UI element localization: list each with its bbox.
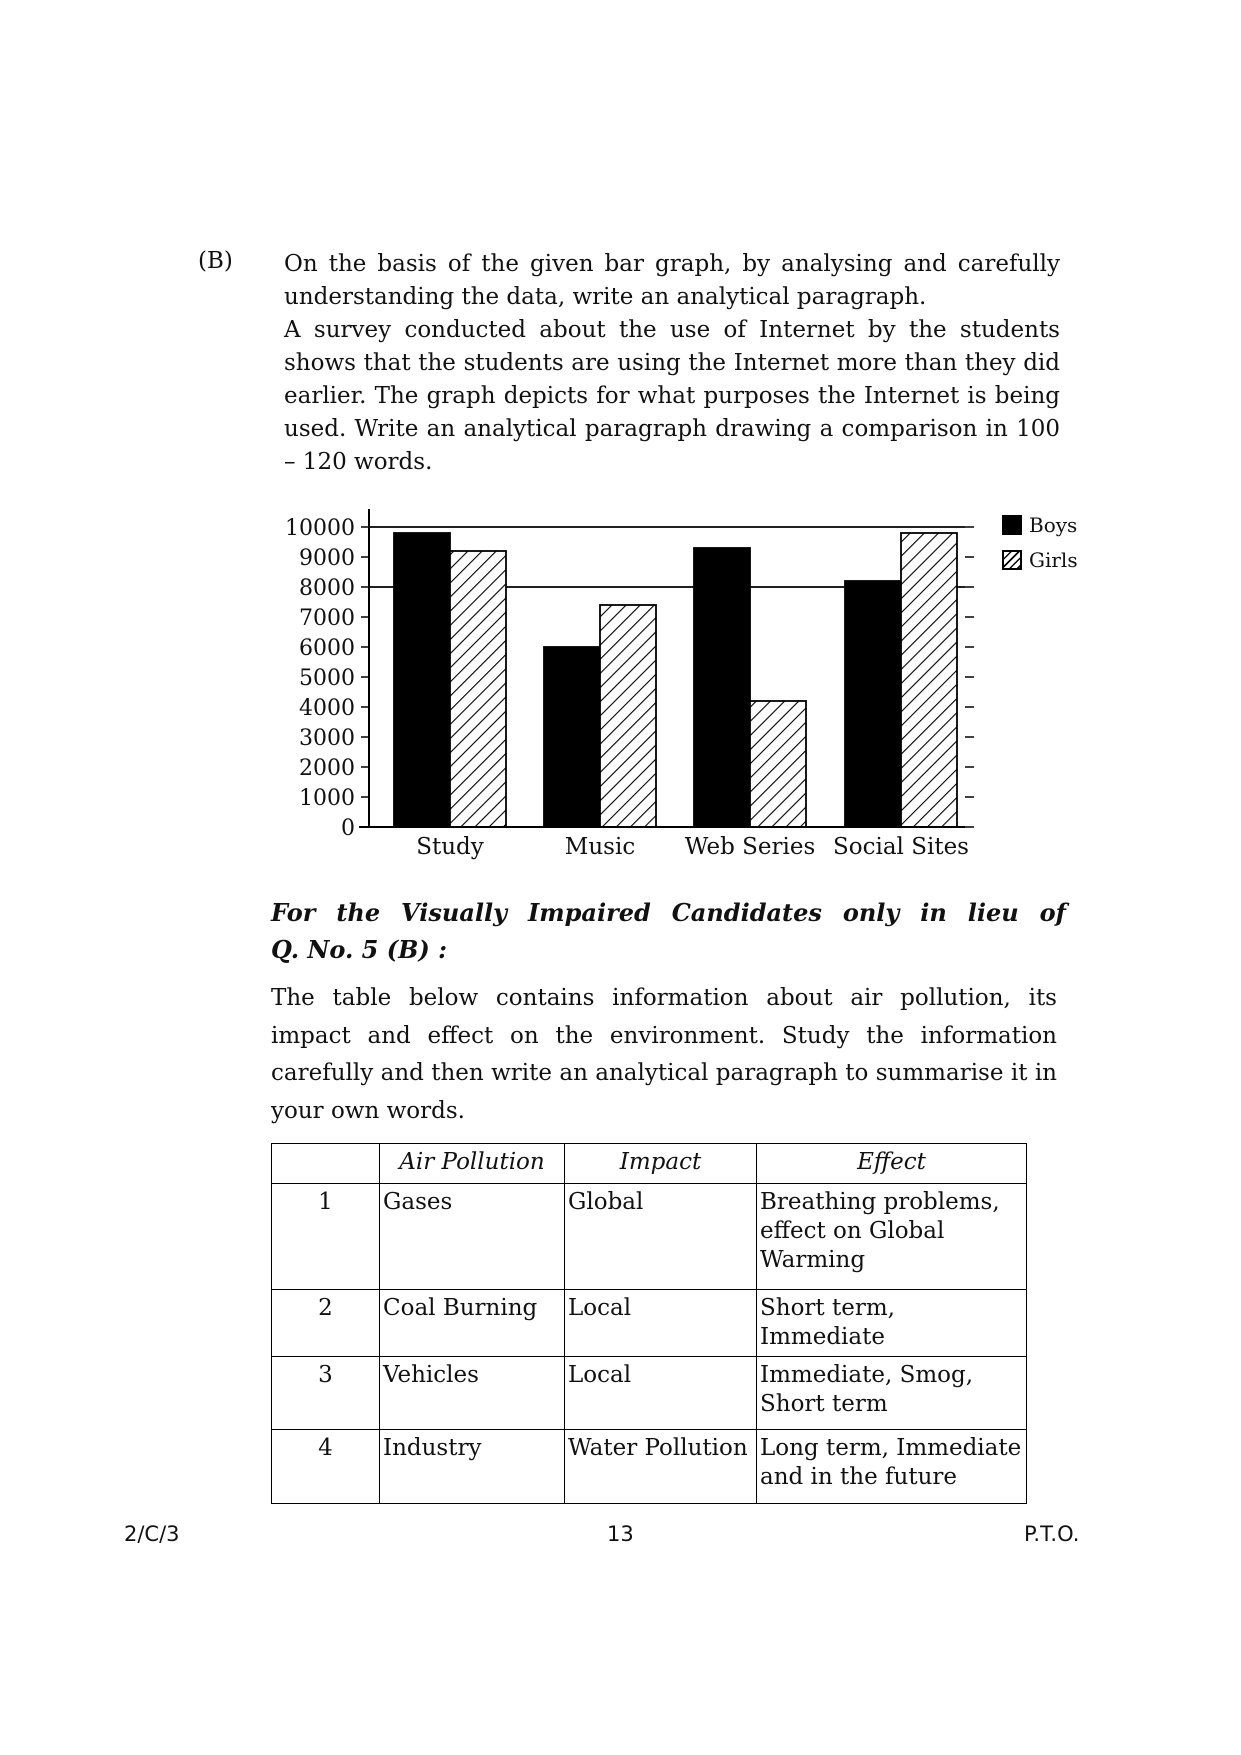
table-cell: Local xyxy=(565,1357,757,1430)
x-tick-label: Social Sites xyxy=(833,834,969,860)
y-tick-label: 6000 xyxy=(299,636,355,661)
legend-swatch-girls xyxy=(1002,550,1022,570)
air-pollution-table xyxy=(271,1143,1027,1504)
table-cell: Coal Burning xyxy=(380,1290,565,1357)
table-header-cell: Effect xyxy=(757,1144,1027,1184)
visually-impaired-question-ref: Q. No. 5 (B) : xyxy=(271,935,447,964)
legend-item-boys xyxy=(1002,514,1078,536)
table-cell: Vehicles xyxy=(380,1357,565,1430)
table-cell: 3 xyxy=(272,1357,380,1430)
y-tick-label: 7000 xyxy=(299,606,355,631)
y-tick-label: 4000 xyxy=(299,696,355,721)
y-tick-label: 8000 xyxy=(299,576,355,601)
y-tick-label: 10000 xyxy=(285,516,355,541)
table-header-cell: Air Pollution xyxy=(380,1144,565,1184)
legend-swatch-boys xyxy=(1002,515,1022,535)
table-cell: Gases xyxy=(380,1184,565,1290)
table-row xyxy=(272,1290,1027,1357)
bar-boys-social-sites xyxy=(845,581,901,827)
page-number: 13 xyxy=(607,1522,634,1546)
table-cell: Global xyxy=(565,1184,757,1290)
table-row xyxy=(272,1357,1027,1430)
y-tick-label: 5000 xyxy=(299,666,355,691)
x-tick-label: Music xyxy=(564,834,636,860)
table-cell: Industry xyxy=(380,1430,565,1504)
question-paragraph-1: On the basis of the given bar graph, by analysing and carefully understanding the data, write an analytical paragraph. xyxy=(284,251,1060,310)
legend-label-boys: Boys xyxy=(1029,513,1078,537)
y-tick-label: 2000 xyxy=(299,756,355,781)
table-header-cell: Impact xyxy=(565,1144,757,1184)
bar-boys-music xyxy=(544,647,600,827)
bar-boys-web-series xyxy=(694,548,750,827)
table-row xyxy=(272,1430,1027,1504)
chart-legend xyxy=(1002,514,1078,584)
y-tick-label: 1000 xyxy=(299,786,355,811)
table-cell: Breathing problems, effect on Global Warming xyxy=(757,1184,1027,1290)
legend-item-girls xyxy=(1002,549,1078,571)
table-header-cell xyxy=(272,1144,380,1184)
table-cell: Local xyxy=(565,1290,757,1357)
table-cell: Water Pollution xyxy=(565,1430,757,1504)
y-tick-label: 9000 xyxy=(299,546,355,571)
bar-girls-study xyxy=(450,551,506,827)
bar-girls-web-series xyxy=(750,701,806,827)
table-cell: Short term, Immediate xyxy=(757,1290,1027,1357)
bars xyxy=(394,533,957,827)
y-tick-label: 3000 xyxy=(299,726,355,751)
table-cell: Long term, Immediate and in the future xyxy=(757,1430,1027,1504)
table-cell: 1 xyxy=(272,1184,380,1290)
table-header-row xyxy=(272,1144,1027,1184)
table-cell: 4 xyxy=(272,1430,380,1504)
x-tick-label: Web Series xyxy=(684,834,816,860)
footer-pto: P.T.O. xyxy=(1024,1522,1080,1546)
bar-girls-music xyxy=(600,605,656,827)
y-tick-label: 0 xyxy=(341,816,355,841)
visually-impaired-heading: For the Visually Impaired Candidates only in lieu of xyxy=(271,898,1066,927)
x-tick-label: Study xyxy=(416,834,484,860)
bar-girls-social-sites xyxy=(901,533,957,827)
table-cell: Immediate, Smog, Short term xyxy=(757,1357,1027,1430)
question-label: (B) xyxy=(198,248,233,274)
visually-impaired-text: The table below contains information about air pollution, its impact and effect on the environment. Study the information carefully and then write an analytical paragraph to summarise it in your own words. xyxy=(271,985,1057,1124)
bar-boys-study xyxy=(394,533,450,827)
footer-code: 2/C/3 xyxy=(124,1522,180,1546)
legend-label-girls: Girls xyxy=(1029,548,1078,572)
table-cell: 2 xyxy=(272,1290,380,1357)
table-row xyxy=(272,1184,1027,1290)
question-paragraph-2: A survey conducted about the use of Internet by the students shows that the students are using the Internet more than they did earlier. The graph depicts for what purposes the Internet is being used. Write an analytical paragraph drawing a comparison in 100 – 120 words. xyxy=(284,317,1060,475)
